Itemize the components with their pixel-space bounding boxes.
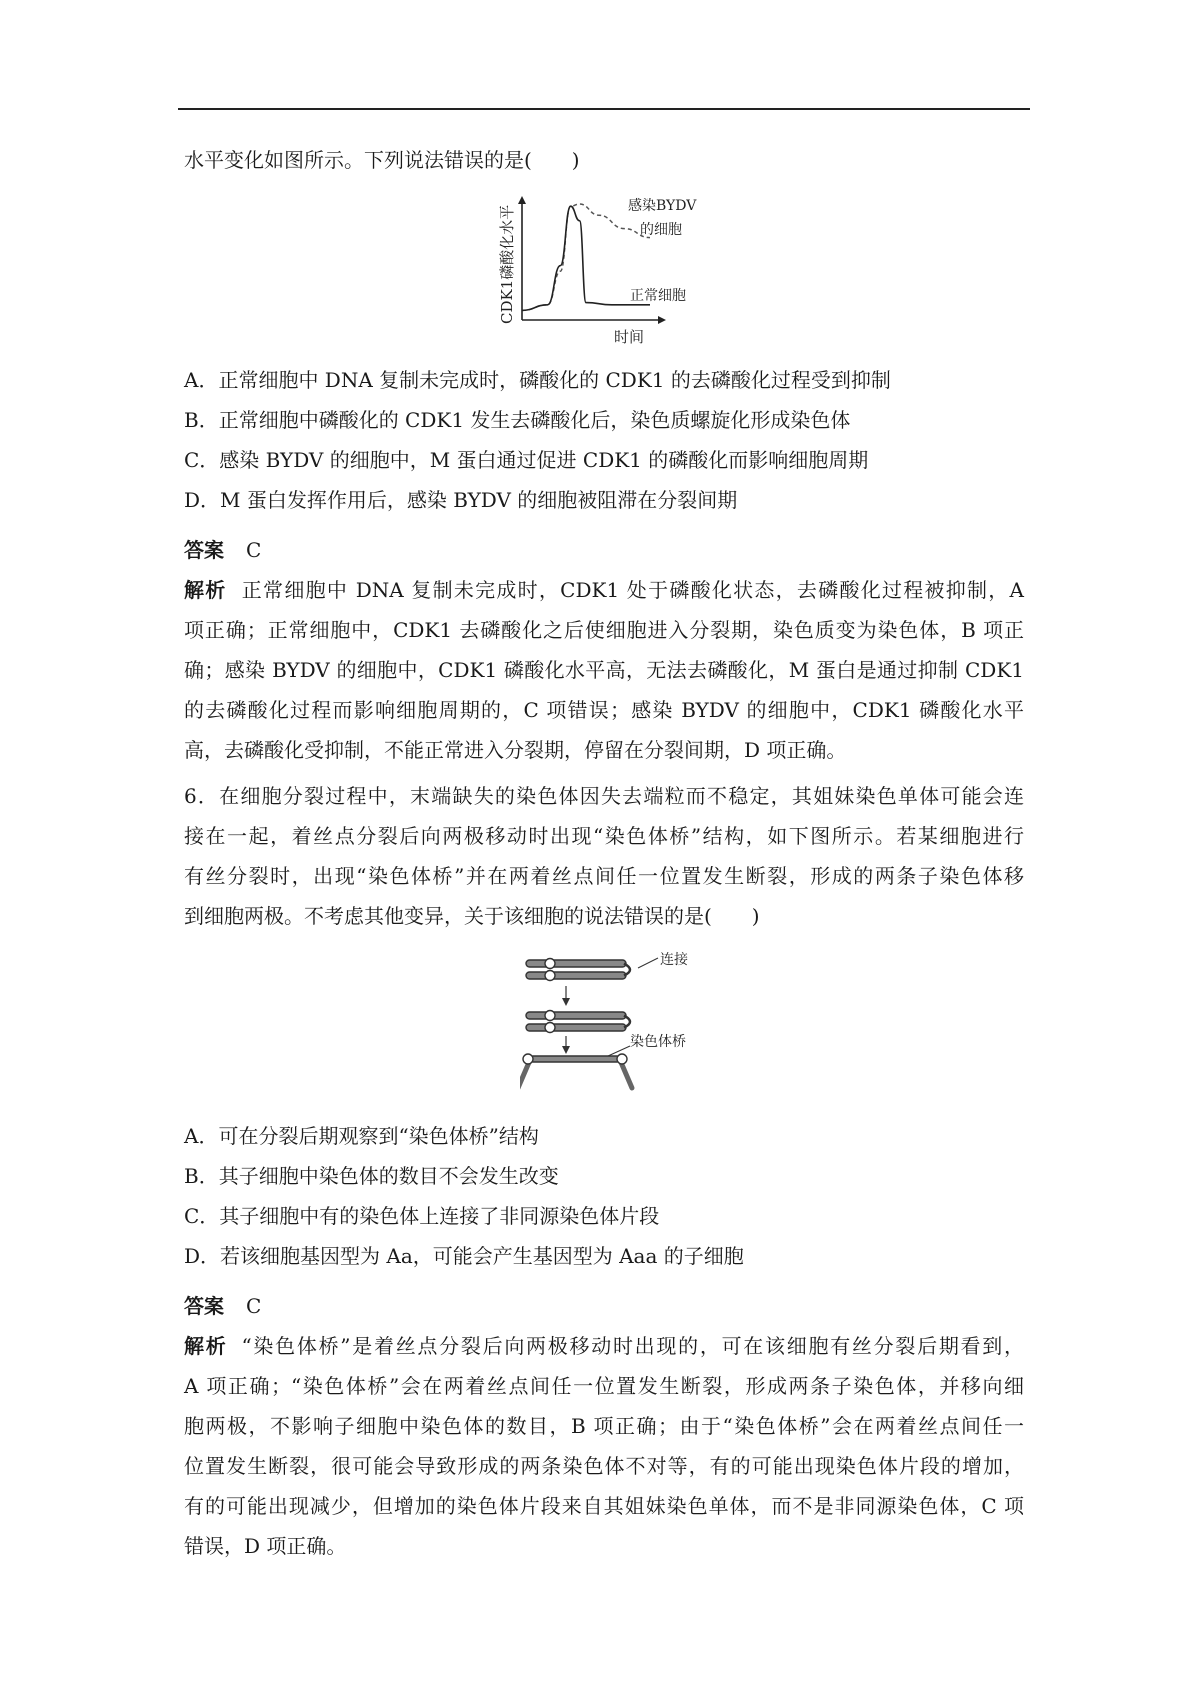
q6-analysis-line-1: 解析 “染色体桥”是着丝点分裂后向两极移动时出现的，可在该细胞有丝分裂后期看到， [184,1334,1024,1358]
y-axis-arrow [518,196,526,204]
arrow-1-head [562,998,570,1006]
q6-stem-line-2: 接在一起，着丝点分裂后向两极移动时出现“染色体桥”结构，如下图所示。若某细胞进行 [184,824,1024,848]
q6-option-a: A．可在分裂后期观察到“染色体桥”结构 [184,1124,539,1148]
label-connect: 连接 [660,952,688,968]
y-axis-label: CDK1磷酸化水平 [498,204,516,324]
cdk1-phosphorylation-chart [490,196,720,348]
q6-answer-line [184,1292,261,1320]
q6-analysis-line-4: 位置发生断裂，很可能会导致形成的两条染色体不对等，有的可能出现染色体片段的增加， [184,1454,1024,1478]
chromosome-stage-bridge [520,1054,632,1088]
arrow-2-head [562,1046,570,1054]
chromosome-stage-connected [526,959,630,981]
q6-analysis-line-6: 错误，D 项正确。 [184,1534,347,1558]
q6-analysis-line-2: A 项正确；“染色体桥”会在两着丝点间任一位置发生断裂，形成两条子染色体，并移向细 [184,1374,1024,1398]
q5-analysis-line-1: 解析 正常细胞中 DNA 复制未完成时，CDK1 处于磷酸化状态，去磷酸化过程被抑制，A [184,578,1025,602]
chromosome-stage-split [526,1011,630,1033]
connect-pointer [638,958,658,968]
chromosome-bridge-diagram [520,948,720,1096]
answer-label: 答案 [184,1294,224,1318]
q5-answer-line [184,536,261,564]
answer-label: 答案 [184,538,224,562]
x-axis-label: 时间 [614,328,645,346]
q5-analysis-line-4: 的去磷酸化过程而影响细胞周期的，C 项错误；感染 BYDV 的细胞中，CDK1 磷酸化水平 [184,698,1024,722]
q5-option-b: B．正常细胞中磷酸化的 CDK1 发生去磷酸化后，染色质螺旋化形成染色体 [184,408,851,432]
answer-value: C [246,538,262,562]
q5-analysis-line-3: 确；感染 BYDV 的细胞中，CDK1 磷酸化水平高，无法去磷酸化，M 蛋白是通过抑制 CDK1 [184,658,1024,682]
q6-stem-line-4: 到细胞两极。不考虑其他变异，关于该细胞的说法错误的是( ) [184,904,760,928]
legend-label-infected-line1: 感染BYDV [628,198,697,214]
header-rule [178,108,1030,110]
label-bridge: 染色体桥 [630,1034,686,1050]
analysis-label: 解析 [184,1334,228,1358]
q6-stem-line-1: 6．在细胞分裂过程中，末端缺失的染色体因失去端粒而不稳定，其姐妹染色单体可能会连 [184,784,1024,808]
q5-option-d: D．M 蛋白发挥作用后，感染 BYDV 的细胞被阻滞在分裂间期 [184,488,738,512]
question-5-stem-tail: 水平变化如图所示。下列说法错误的是( ) [184,148,580,172]
q6-stem-line-3: 有丝分裂时，出现“染色体桥”并在两着丝点间任一位置发生断裂，形成的两条子染色体移 [184,864,1024,888]
legend-label-normal: 正常细胞 [630,288,686,304]
x-axis-arrow [658,316,666,324]
q5-option-a: A．正常细胞中 DNA 复制未完成时，磷酸化的 CDK1 的去磷酸化过程受到抑制 [184,368,891,392]
q6-analysis-line-3: 胞两极，不影响子细胞中染色体的数目，B 项正确；由于“染色体桥”会在两着丝点间任一 [184,1414,1024,1438]
q5-option-c: C．感染 BYDV 的细胞中，M 蛋白通过促进 CDK1 的磷酸化而影响细胞周期 [184,448,869,472]
q6-analysis-line-5: 有的可能出现减少，但增加的染色体片段来自其姐妹染色单体，而不是非同源染色体，C 项 [184,1494,1024,1518]
q6-option-b: B．其子细胞中染色体的数目不会发生改变 [184,1164,559,1188]
answer-value: C [246,1294,262,1318]
analysis-label: 解析 [184,578,227,602]
q5-analysis-line-2: 项正确；正常细胞中，CDK1 去磷酸化之后使细胞进入分裂期，染色质变为染色体，B 项正 [184,618,1024,642]
q6-option-d: D．若该细胞基因型为 Aa，可能会产生基因型为 Aaa 的子细胞 [184,1244,744,1268]
legend-label-infected-line2: 的细胞 [640,222,682,238]
q5-analysis-line-5: 高，去磷酸化受抑制，不能正常进入分裂期，停留在分裂间期，D 项正确。 [184,738,847,762]
q6-option-c: C．其子细胞中有的染色体上连接了非同源染色体片段 [184,1204,660,1228]
